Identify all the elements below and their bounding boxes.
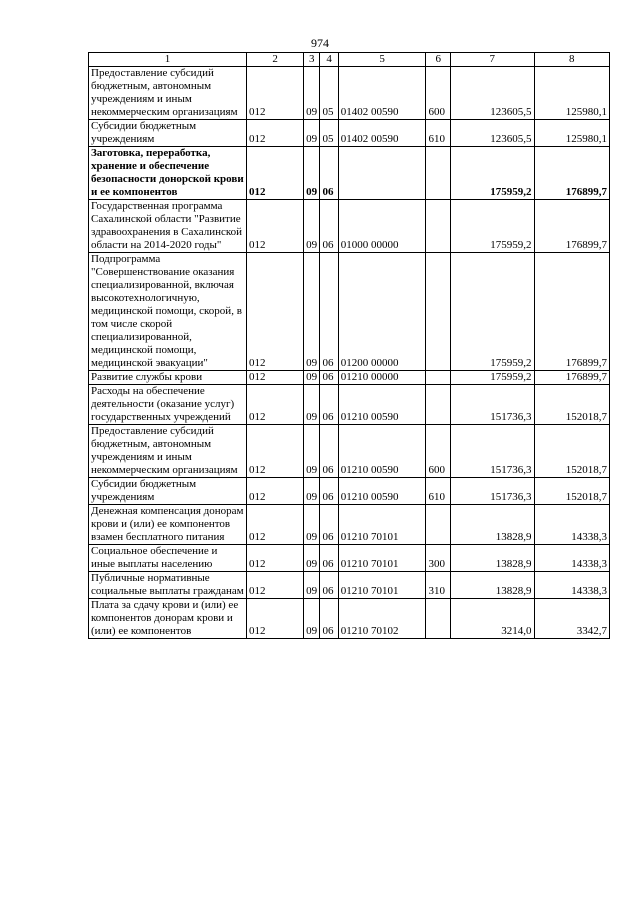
row-name: Субсидии бюджетным учреждениям — [89, 478, 247, 505]
cell-expense-type: 610 — [426, 120, 450, 147]
cell-amount-2: 125980,1 — [534, 120, 609, 147]
cell-ministry: 012 — [247, 253, 304, 371]
row-name: Предоставление субсидий бюджетным, автономным учреждениям и иным некоммерческим организациям — [89, 425, 247, 478]
cell-target-code: 01402 00590 — [338, 120, 426, 147]
table-row — [89, 371, 610, 385]
cell-target-code: 01210 00590 — [338, 385, 426, 425]
cell-amount-1: 151736,3 — [450, 425, 534, 478]
cell-target-code: 01210 70101 — [338, 545, 426, 572]
cell-expense-type: 600 — [426, 425, 450, 478]
cell-section: 09 — [304, 200, 320, 253]
cell-section: 09 — [304, 505, 320, 545]
cell-section: 09 — [304, 545, 320, 572]
cell-target-code: 01000 00000 — [338, 200, 426, 253]
cell-target-code: 01210 70102 — [338, 599, 426, 639]
cell-amount-2: 14338,3 — [534, 572, 609, 599]
cell-target-code: 01200 00000 — [338, 253, 426, 371]
cell-ministry: 012 — [247, 572, 304, 599]
table-row — [89, 599, 610, 639]
row-name: Социальное обеспечение и иные выплаты населению — [89, 545, 247, 572]
cell-amount-1: 175959,2 — [450, 371, 534, 385]
page-number: 974 — [311, 36, 329, 50]
cell-amount-2: 176899,7 — [534, 147, 609, 200]
column-header: 1 — [89, 53, 247, 67]
cell-expense-type — [426, 200, 450, 253]
cell-section: 09 — [304, 599, 320, 639]
table-row — [89, 385, 610, 425]
cell-expense-type: 610 — [426, 478, 450, 505]
cell-section: 09 — [304, 371, 320, 385]
cell-expense-type — [426, 147, 450, 200]
cell-target-code: 01210 70101 — [338, 505, 426, 545]
cell-subsection: 06 — [320, 425, 338, 478]
column-header: 2 — [247, 53, 304, 67]
budget-table — [88, 52, 610, 639]
cell-amount-1: 175959,2 — [450, 253, 534, 371]
cell-subsection: 06 — [320, 147, 338, 200]
table-row — [89, 545, 610, 572]
row-name: Развитие службы крови — [89, 371, 247, 385]
cell-amount-2: 152018,7 — [534, 478, 609, 505]
cell-amount-1: 151736,3 — [450, 478, 534, 505]
cell-amount-1: 175959,2 — [450, 147, 534, 200]
cell-amount-2: 125980,1 — [534, 67, 609, 120]
cell-ministry: 012 — [247, 505, 304, 545]
column-header: 3 — [304, 53, 320, 67]
column-header: 4 — [320, 53, 338, 67]
cell-amount-1: 123605,5 — [450, 120, 534, 147]
column-header: 8 — [534, 53, 609, 67]
cell-subsection: 06 — [320, 478, 338, 505]
cell-subsection: 06 — [320, 505, 338, 545]
cell-section: 09 — [304, 572, 320, 599]
table-row — [89, 425, 610, 478]
cell-amount-1: 13828,9 — [450, 545, 534, 572]
row-name: Заготовка, переработка, хранение и обеспечение безопасности донорской крови и ее компонентов — [89, 147, 247, 200]
cell-section: 09 — [304, 385, 320, 425]
cell-amount-2: 3342,7 — [534, 599, 609, 639]
cell-subsection: 05 — [320, 67, 338, 120]
cell-ministry: 012 — [247, 545, 304, 572]
cell-amount-2: 14338,3 — [534, 545, 609, 572]
row-name: Публичные нормативные социальные выплаты гражданам — [89, 572, 247, 599]
cell-subsection: 06 — [320, 253, 338, 371]
cell-ministry: 012 — [247, 120, 304, 147]
cell-expense-type — [426, 599, 450, 639]
table-row — [89, 505, 610, 545]
row-name: Плата за сдачу крови и (или) ее компонентов донорам крови и (или) ее компонентов — [89, 599, 247, 639]
table-header-row — [89, 53, 610, 67]
cell-target-code: 01210 70101 — [338, 572, 426, 599]
cell-ministry: 012 — [247, 200, 304, 253]
cell-amount-1: 123605,5 — [450, 67, 534, 120]
cell-amount-1: 13828,9 — [450, 505, 534, 545]
cell-expense-type — [426, 385, 450, 425]
row-name: Субсидии бюджетным учреждениям — [89, 120, 247, 147]
cell-amount-2: 176899,7 — [534, 200, 609, 253]
row-name: Предоставление субсидий бюджетным, автономным учреждениям и иным некоммерческим организациям — [89, 67, 247, 120]
cell-expense-type — [426, 371, 450, 385]
cell-amount-2: 152018,7 — [534, 425, 609, 478]
cell-ministry: 012 — [247, 371, 304, 385]
column-header: 5 — [338, 53, 426, 67]
cell-section: 09 — [304, 425, 320, 478]
cell-expense-type: 600 — [426, 67, 450, 120]
cell-expense-type: 310 — [426, 572, 450, 599]
cell-subsection: 06 — [320, 572, 338, 599]
cell-expense-type — [426, 505, 450, 545]
cell-ministry: 012 — [247, 478, 304, 505]
cell-amount-1: 175959,2 — [450, 200, 534, 253]
row-name: Подпрограмма "Совершенствование оказания специализированной, включая высокотехнологичную, медицинской помощи, скорой, в том числе скорой специализированной, медицинской помощи, медицинской эвакуации" — [89, 253, 247, 371]
cell-amount-1: 151736,3 — [450, 385, 534, 425]
row-name: Денежная компенсация донорам крови и (или) ее компонентов взамен бесплатного питания — [89, 505, 247, 545]
cell-target-code: 01210 00590 — [338, 425, 426, 478]
cell-section: 09 — [304, 120, 320, 147]
cell-section: 09 — [304, 478, 320, 505]
cell-subsection: 06 — [320, 385, 338, 425]
cell-section: 09 — [304, 67, 320, 120]
cell-ministry: 012 — [247, 599, 304, 639]
cell-amount-2: 152018,7 — [534, 385, 609, 425]
cell-amount-1: 3214,0 — [450, 599, 534, 639]
cell-ministry: 012 — [247, 425, 304, 478]
table-row — [89, 253, 610, 371]
cell-target-code: 01210 00000 — [338, 371, 426, 385]
table-row — [89, 147, 610, 200]
cell-subsection: 06 — [320, 200, 338, 253]
cell-target-code: 01402 00590 — [338, 67, 426, 120]
cell-subsection: 06 — [320, 599, 338, 639]
cell-target-code: 01210 00590 — [338, 478, 426, 505]
cell-expense-type — [426, 253, 450, 371]
row-name: Государственная программа Сахалинской области "Развитие здравоохранения в Сахалинской области на 2014-2020 годы" — [89, 200, 247, 253]
row-name: Расходы на обеспечение деятельности (оказание услуг) государственных учреждений — [89, 385, 247, 425]
cell-subsection: 06 — [320, 371, 338, 385]
cell-amount-2: 14338,3 — [534, 505, 609, 545]
table-row — [89, 478, 610, 505]
table-row — [89, 200, 610, 253]
cell-section: 09 — [304, 253, 320, 371]
cell-ministry: 012 — [247, 67, 304, 120]
cell-section: 09 — [304, 147, 320, 200]
cell-subsection: 05 — [320, 120, 338, 147]
column-header: 7 — [450, 53, 534, 67]
table-row — [89, 572, 610, 599]
cell-expense-type: 300 — [426, 545, 450, 572]
cell-subsection: 06 — [320, 545, 338, 572]
table-row — [89, 120, 610, 147]
cell-ministry: 012 — [247, 147, 304, 200]
cell-target-code — [338, 147, 426, 200]
cell-ministry: 012 — [247, 385, 304, 425]
column-header: 6 — [426, 53, 450, 67]
cell-amount-1: 13828,9 — [450, 572, 534, 599]
table-row — [89, 67, 610, 120]
cell-amount-2: 176899,7 — [534, 253, 609, 371]
cell-amount-2: 176899,7 — [534, 371, 609, 385]
